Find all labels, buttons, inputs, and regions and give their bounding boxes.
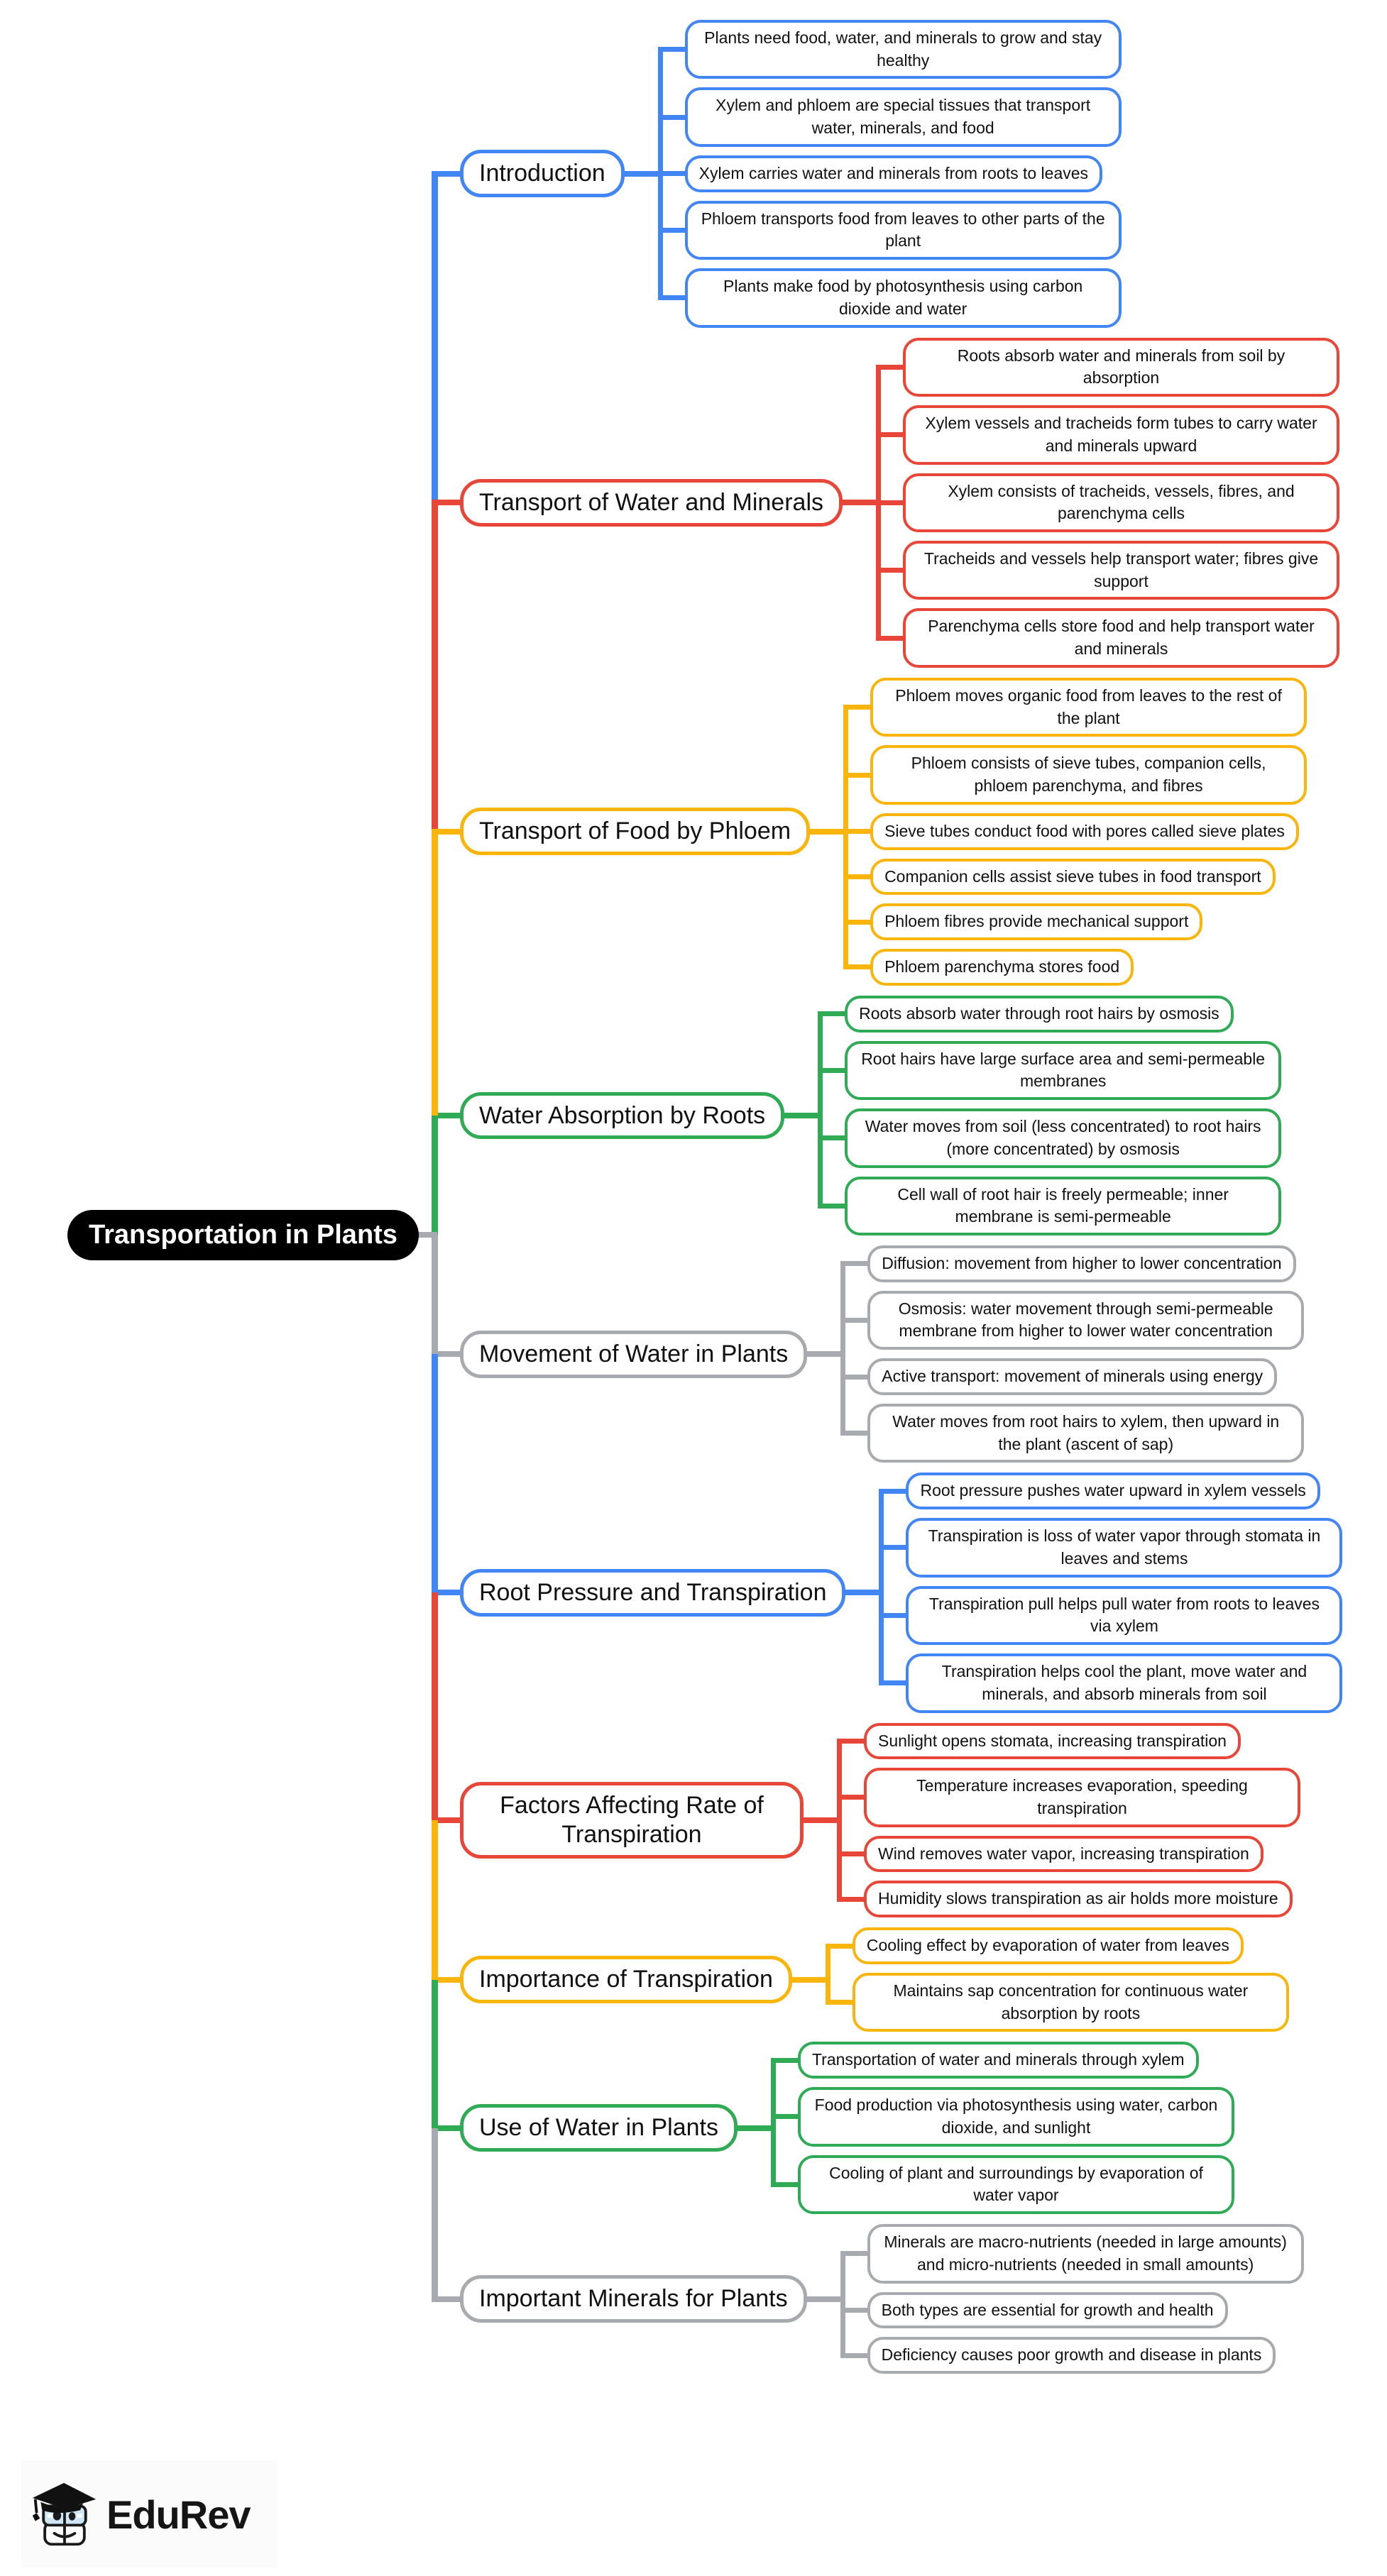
branch-children: [870, 678, 1307, 986]
topic-node-text: Transpiration helps cool the plant, move water and minerals, and absorb minerals from soil: [941, 1662, 1307, 1703]
branch-label: [460, 1092, 784, 1140]
topic-node-text: Roots absorb water through root hairs by osmosis: [859, 1003, 1219, 1023]
topic-node-text: Cooling of plant and surroundings by evaporation of water vapor: [829, 2163, 1203, 2205]
branch-label-text: Factors Affecting Rate of Transpiration: [500, 1792, 764, 1848]
topic-node: [867, 2224, 1304, 2283]
topic-node-text: Minerals are macro-nutrients (needed in large amounts) and micro-nutrients (needed in small amounts): [884, 2233, 1287, 2274]
topic-node: [903, 405, 1339, 464]
topic-node: [798, 2155, 1234, 2214]
topic-node: [798, 2042, 1199, 2079]
topic-node-text: Phloem fibres provide mechanical support: [884, 912, 1189, 931]
topic-node: [864, 1768, 1300, 1827]
topic-node: [845, 1177, 1281, 1235]
topic-node-text: Root hairs have large surface area and semi-permeable membranes: [861, 1049, 1266, 1091]
topic-node: [845, 996, 1234, 1033]
connector-line: [432, 1820, 438, 1983]
topic-node-text: Transpiration is loss of water vapor through stomata in leaves and stems: [928, 1526, 1321, 1568]
topic-node-text: Cell wall of root hair is freely permeable; inner membrane is semi-permeable: [897, 1184, 1229, 1226]
connector-line: [432, 1235, 438, 1354]
branch-row: [460, 20, 1342, 328]
topic-node-text: Food production via photosynthesis using water, carbon dioxide, and sunlight: [814, 2096, 1218, 2137]
topic-node: [903, 541, 1339, 600]
branch-label-text: Root Pressure and Transpiration: [479, 1579, 827, 1607]
topic-node: [903, 338, 1339, 397]
topic-node-text: Sieve tubes conduct food with pores called sieve plates: [884, 821, 1285, 840]
topic-node-text: Transportation of water and minerals through xylem: [811, 2050, 1185, 2069]
branch-row: [460, 1723, 1342, 1918]
topic-node: [903, 473, 1339, 532]
topic-node: [867, 2292, 1228, 2329]
root-node: [67, 1210, 419, 1260]
branch-label-text: Transport of Water and Minerals: [479, 488, 823, 516]
topic-node: [864, 1881, 1293, 1917]
topic-node-text: Xylem vessels and tracheids form tubes to carry water and minerals upward: [925, 414, 1317, 455]
topic-node-text: Phloem moves organic food from leaves to the rest of the plant: [895, 686, 1282, 727]
connector-line: [432, 171, 438, 502]
branch-label-text: Introduction: [479, 160, 605, 187]
topic-node: [685, 20, 1122, 79]
branch-label-text: Important Minerals for Plants: [479, 2285, 788, 2313]
connector-line: [432, 500, 438, 832]
edurev-watermark: [21, 2461, 277, 2567]
topic-node-text: Xylem and phloem are special tissues that transport water, minerals, and food: [716, 96, 1091, 138]
branch-row: [460, 1473, 1342, 1712]
topic-node-text: Root pressure pushes water upward in xylem vessels: [920, 1481, 1306, 1500]
connector-line: [417, 1232, 437, 1238]
branch-label-text: Movement of Water in Plants: [479, 1340, 789, 1367]
branch-children: [903, 338, 1339, 668]
topic-node: [870, 678, 1307, 737]
topic-node: [870, 949, 1134, 986]
branch-label: [460, 479, 843, 527]
topic-node-text: Both types are essential for growth and health: [881, 2300, 1214, 2319]
branch-row: [460, 1245, 1342, 1463]
topic-node-text: Plants need food, water, and minerals to grow and stay healthy: [704, 28, 1102, 70]
topic-node: [853, 1973, 1289, 2032]
topic-node: [685, 87, 1122, 146]
topic-node: [685, 201, 1122, 260]
branch-label-text: Transport of Food by Phloem: [479, 818, 791, 845]
topic-node-text: Temperature increases evaporation, speeding transpiration: [916, 1776, 1248, 1817]
branch-children: [798, 2042, 1234, 2214]
topic-node: [845, 1108, 1281, 1167]
branch-children: [867, 1245, 1304, 1463]
topic-node-text: Wind removes water vapor, increasing transpiration: [878, 1844, 1249, 1863]
topic-node-text: Diffusion: movement from higher to lower concentration: [882, 1253, 1282, 1272]
topic-node: [845, 1041, 1281, 1100]
branch-row: [460, 996, 1342, 1235]
topic-node-text: Water moves from soil (less concentrated) to root hairs (more concentrated) by osmosis: [865, 1117, 1261, 1158]
topic-node-text: Plants make food by photosynthesis using carbon dioxide and water: [723, 277, 1083, 318]
branch-label: [460, 2104, 738, 2152]
topic-node: [853, 1927, 1244, 1964]
branch-children: [685, 20, 1122, 328]
connector-line: [432, 2128, 438, 2302]
topic-node: [864, 1836, 1263, 1873]
topic-node-text: Parenchyma cells store food and help transport water and minerals: [928, 617, 1315, 659]
topic-node-text: Phloem parenchyma stores food: [884, 957, 1120, 976]
branch-label: [460, 1782, 804, 1859]
topic-node-text: Phloem transports food from leaves to other parts of the plant: [701, 209, 1105, 251]
connector-line: [432, 1980, 438, 2131]
branch-row: [460, 2224, 1342, 2374]
branch-rows: [460, 20, 1342, 2374]
root-label: Transportation in Plants: [89, 1219, 398, 1250]
branch-children: [853, 1927, 1289, 2032]
topic-node: [867, 2337, 1276, 2374]
branch-label-text: Importance of Transpiration: [479, 1966, 773, 1993]
topic-node: [867, 1245, 1295, 1282]
branch-label-text: Use of Water in Plants: [479, 2114, 718, 2142]
topic-node-text: Humidity slows transpiration as air holds more moisture: [878, 1889, 1278, 1908]
topic-node: [870, 859, 1276, 896]
topic-node-text: Osmosis: water movement through semi-permeable membrane from higher to lower water concentration: [898, 1299, 1273, 1341]
topic-node: [798, 2087, 1234, 2146]
topic-node-text: Tracheids and vessels help transport water; fibres give support: [923, 549, 1319, 590]
connector-line: [432, 829, 438, 1116]
topic-node: [685, 268, 1122, 327]
topic-node-text: Maintains sap concentration for continuous water absorption by roots: [893, 1981, 1249, 2022]
topic-node-text: Xylem carries water and minerals from roots to leaves: [698, 163, 1089, 182]
topic-node-text: Companion cells assist sieve tubes in food transport: [884, 866, 1261, 886]
connector-line: [432, 1592, 438, 1822]
topic-node: [906, 1518, 1342, 1577]
branch-label: [460, 2275, 807, 2323]
topic-node-text: Transpiration pull helps pull water from roots to leaves via xylem: [928, 1594, 1320, 1636]
branch-children: [845, 996, 1281, 1235]
branch-children: [864, 1723, 1300, 1918]
topic-node-text: Water moves from root hairs to xylem, then upward in the plant (ascent of sap): [892, 1411, 1280, 1453]
branch-label: [460, 1331, 807, 1378]
topic-node: [906, 1653, 1342, 1712]
topic-node: [906, 1586, 1342, 1645]
branch-row: [460, 1927, 1342, 2032]
topic-node-text: Phloem consists of sieve tubes, companion cells, phloem parenchyma, and fibres: [911, 754, 1266, 796]
topic-node: [870, 903, 1202, 940]
topic-node: [870, 813, 1299, 850]
topic-node: [906, 1473, 1320, 1509]
topic-node: [864, 1723, 1241, 1760]
branch-label: [460, 150, 625, 197]
topic-node-text: Active transport: movement of minerals using energy: [882, 1367, 1263, 1386]
branch-row: [460, 2042, 1342, 2214]
topic-node: [867, 1404, 1304, 1463]
topic-node-text: Roots absorb water and minerals from soil by absorption: [957, 346, 1285, 387]
topic-node-text: Sunlight opens stomata, increasing transpiration: [878, 1731, 1227, 1750]
branch-label: [460, 1569, 845, 1617]
topic-node: [867, 1291, 1304, 1350]
branch-label-text: Water Absorption by Roots: [479, 1101, 766, 1129]
topic-node-text: Xylem consists of tracheids, vessels, fibres, and parenchyma cells: [948, 481, 1295, 523]
edurev-brand-text: EduRev: [106, 2492, 251, 2537]
topic-node: [867, 1358, 1277, 1395]
connector-line: [432, 1116, 438, 1235]
topic-node-text: Deficiency causes poor growth and disease in plants: [881, 2345, 1262, 2365]
topic-node-text: Cooling effect by evaporation of water from leaves: [866, 1936, 1229, 1955]
branch-label: [460, 1956, 792, 2003]
topic-node: [870, 745, 1307, 804]
topic-node: [903, 608, 1339, 667]
topic-node: [685, 155, 1102, 192]
branch-children: [867, 2224, 1304, 2374]
branch-label: [460, 808, 810, 855]
branch-row: [460, 338, 1342, 668]
connector-line: [432, 1354, 438, 1595]
branch-row: [460, 678, 1342, 986]
branch-children: [906, 1473, 1342, 1712]
edurev-mascot-icon: [30, 2477, 98, 2551]
